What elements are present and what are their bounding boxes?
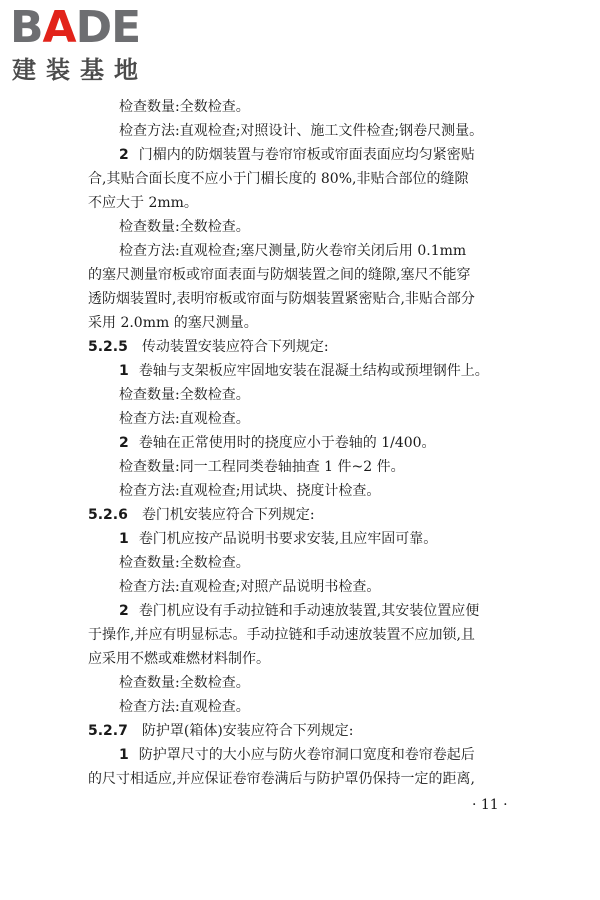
line-text: 检查数量:全数检查。 <box>119 99 250 115</box>
paragraph-line <box>88 383 528 407</box>
clause-item <box>88 359 528 383</box>
line-text: 检查数量:同一工程同类卷轴抽查 1 件~2 件。 <box>119 459 405 475</box>
paragraph-line <box>88 551 528 575</box>
line-text: 检查方法:直观检查;对照设计、施工文件检查;钢卷尺测量。 <box>119 123 484 139</box>
line-text: 卷门机安装应符合下列规定: <box>141 507 315 523</box>
line-text: 卷门机应按产品说明书要求安装,且应牢固可靠。 <box>138 531 438 547</box>
line-text: 检查方法:直观检查。 <box>119 699 250 715</box>
paragraph-line <box>88 623 528 647</box>
line-text: 检查数量:全数检查。 <box>119 675 250 691</box>
line-text: 检查数量:全数检查。 <box>119 387 250 403</box>
paragraph-line <box>88 287 528 311</box>
logo-subtitle: 建装基地 <box>12 56 148 84</box>
paragraph-line <box>88 191 528 215</box>
clause-number: 1 <box>119 747 129 763</box>
line-text: 不应大于 2mm。 <box>88 195 198 211</box>
line-text: 于操作,并应有明显标志。手动拉链和手动速放装置不应加锁,且 <box>88 627 475 643</box>
section-number: 5.2.6 <box>88 507 128 523</box>
paragraph-line <box>88 167 528 191</box>
clause-item <box>88 527 528 551</box>
line-text: 门楣内的防烟装置与卷帘帘板或帘面表面应均匀紧密贴 <box>138 147 475 163</box>
paragraph-line <box>88 95 528 119</box>
logo-wordmark <box>10 2 141 53</box>
paragraph-line <box>88 455 528 479</box>
page-number: · 11 · <box>472 797 508 813</box>
section-number: 5.2.5 <box>88 339 128 355</box>
paragraph-line <box>88 119 528 143</box>
line-text: 检查方法:直观检查;用试块、挠度计检查。 <box>119 483 381 499</box>
clause-number: 2 <box>119 603 129 619</box>
line-text: 卷轴在正常使用时的挠度应小于卷轴的 1/400。 <box>138 435 436 451</box>
document-body <box>88 95 528 791</box>
paragraph-line <box>88 239 528 263</box>
paragraph-line <box>88 263 528 287</box>
line-text: 检查方法:直观检查;对照产品说明书检查。 <box>119 579 381 595</box>
section-heading <box>88 719 528 743</box>
line-text: 卷轴与支架板应牢固地安装在混凝土结构或预埋钢件上。 <box>138 363 489 379</box>
section-number: 5.2.7 <box>88 723 128 739</box>
clause-item <box>88 431 528 455</box>
clause-number: 2 <box>119 435 129 451</box>
line-text: 防护罩尺寸的大小应与防火卷帘洞口宽度和卷帘卷起后 <box>138 747 475 763</box>
paragraph-line <box>88 671 528 695</box>
line-text: 检查方法:直观检查。 <box>119 411 250 427</box>
line-text: 卷门机应设有手动拉链和手动速放装置,其安装位置应便 <box>138 603 480 619</box>
clause-number: 2 <box>119 147 129 163</box>
line-text: 采用 2.0mm 的塞尺测量。 <box>88 315 258 331</box>
line-text: 检查数量:全数检查。 <box>119 555 250 571</box>
line-text: 应采用不燃或难燃材料制作。 <box>88 651 270 667</box>
clause-item <box>88 743 528 767</box>
clause-item <box>88 143 528 167</box>
line-text: 透防烟装置时,表明帘板或帘面与防烟装置紧密贴合,非贴合部分 <box>88 291 475 307</box>
section-heading <box>88 503 528 527</box>
line-text: 的尺寸相适应,并应保证卷帘卷满后与防护罩仍保持一定的距离, <box>88 771 475 787</box>
brand-logo <box>10 2 180 86</box>
clause-item <box>88 599 528 623</box>
line-text: 传动装置安装应符合下列规定: <box>141 339 329 355</box>
paragraph-line <box>88 215 528 239</box>
line-text: 的塞尺测量帘板或帘面表面与防烟装置之间的缝隙,塞尺不能穿 <box>88 267 471 283</box>
paragraph-line <box>88 479 528 503</box>
line-text: 防护罩(箱体)安装应符合下列规定: <box>141 723 354 739</box>
line-text: 检查方法:直观检查;塞尺测量,防火卷帘关闭后用 0.1mm <box>119 243 467 259</box>
clause-number: 1 <box>119 363 129 379</box>
paragraph-line <box>88 695 528 719</box>
logo-letters: DE <box>75 2 141 53</box>
paragraph-line <box>88 311 528 335</box>
paragraph-line <box>88 647 528 671</box>
paragraph-line <box>88 767 528 791</box>
logo-accent-letter: A <box>42 2 76 53</box>
section-heading <box>88 335 528 359</box>
paragraph-line <box>88 407 528 431</box>
line-text: 检查数量:全数检查。 <box>119 219 250 235</box>
logo-letter: B <box>10 2 43 53</box>
paragraph-line <box>88 575 528 599</box>
line-text: 合,其贴合面长度不应小于门楣长度的 80%,非贴合部位的缝隙 <box>88 171 469 187</box>
clause-number: 1 <box>119 531 129 547</box>
